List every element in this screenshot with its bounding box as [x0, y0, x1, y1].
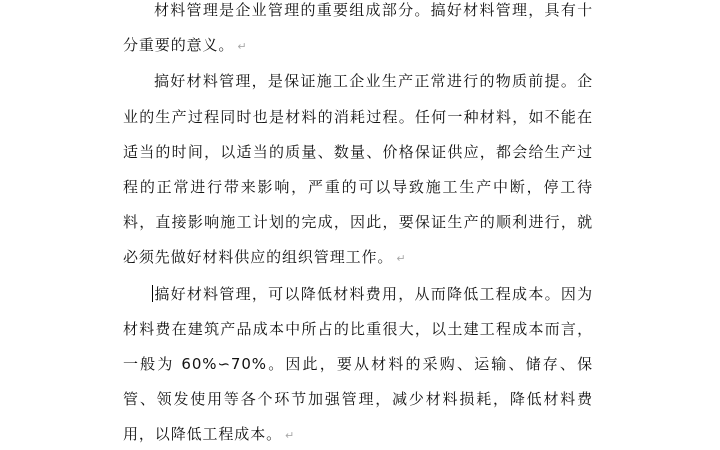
- paragraph-1-text: 材料管理是企业管理的重要组成部分。搞好材料管理，具有十分重要的意义。: [123, 1, 593, 55]
- paragraph-2: [123, 64, 593, 276]
- text-cursor: [152, 285, 153, 302]
- paragraph-1: [123, 0, 593, 64]
- paragraph-mark-icon: ↵: [237, 40, 247, 54]
- paragraph-mark-icon: ↵: [285, 429, 295, 443]
- document-body[interactable]: [123, 0, 593, 450]
- paragraph-mark-icon: ↵: [396, 252, 406, 266]
- paragraph-3: [123, 277, 593, 450]
- paragraph-2-text: 搞好材料管理，是保证施工企业生产正常进行的物质前提。企业的生产过程同时也是材料的消耗过程。任何一种材料，如不能在适当的时间，以适当的质量、数量、价格保证供应，都会给生产过程的正常进行带来影响，严重的可以导致施工生产中断，停工待料，直接影响施工计划的完成，因此，要保证生产的顺利进行，就必须先做好材料供应的组织管理工作。: [123, 72, 593, 267]
- paragraph-3-text: 搞好材料管理，可以降低材料费用，从而降低工程成本。因为材料费在建筑产品成本中所占的比重很大，以土建工程成本而言，一般为 60%∽70%。因此，要从材料的采购、运输、储存、保管、领发使用等各个环节加强管理，减少材料损耗，降低材料费用，以降低工程成本。: [123, 284, 593, 444]
